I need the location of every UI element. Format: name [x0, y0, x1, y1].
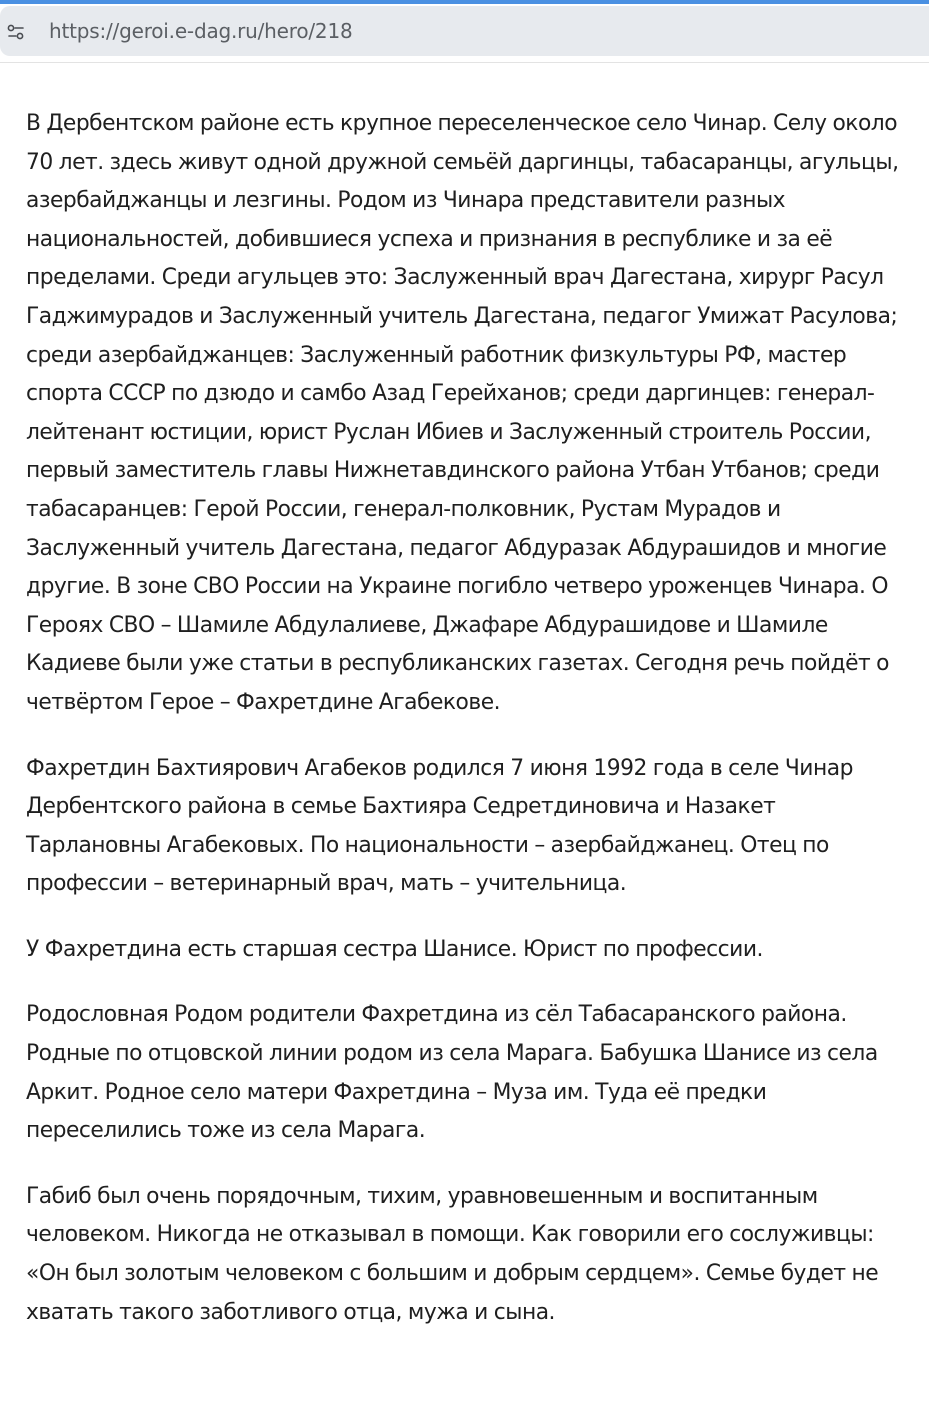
window-top-accent	[0, 0, 929, 4]
tune-icon[interactable]	[6, 22, 26, 42]
article-paragraph: Родословная Родом родители Фахретдина из сёл Табасаранского района. Родные по отцовской линии родом из села Марага. Бабушка Шанисе из села Аркит. Родное село матери Фахретдина – Муза им. Туда её предки переселились тоже из села Марага.	[26, 1002, 878, 1144]
toolbar-divider	[0, 62, 929, 63]
url-text[interactable]: https://geroi.e-dag.ru/hero/218	[49, 19, 353, 43]
address-bar[interactable]	[0, 6, 929, 56]
article-paragraph: Фахретдин Бахтиярович Агабеков родился 7 июня 1992 года в селе Чинар Дербентского района в семье Бахтияра Седретдиновича и Назакет Тарлановны Агабековых. По национальности – азербайджанец. Отец по профессии – ветеринарный врач, мать – учительница.	[26, 755, 853, 897]
article-paragraph: В Дербентском районе есть крупное переселенческое село Чинар. Селу около 70 лет. здесь живут одной дружной семьёй даргинцы, табасаранцы, агульцы, азербайджанцы и лезгины. Родом из Чинара представители разных национальностей, добившиеся успеха и признания в республике и за её пределами. Среди агульцев это: Заслуженный врач Дагестана, хирург Расул Гаджимурадов и Заслуженный учитель Дагестана, педагог Умижат Расулова; среди азербайджанцев: Заслуженный работник физкультуры РФ, мастер спорта СССР по дзюдо и самбо Азад Герейханов; среди даргинцев: генерал-лейтенант юстиции, юрист Руслан Ибиев и Заслуженный строитель России, первый заместитель главы Нижнетавдинского района Утбан Утбанов; среди табасаранцев: Герой России, генерал-полковник, Рустам Мурадов и Заслуженный учитель Дагестана, педагог Абдуразак Абдурашидов и многие другие. В зоне СВО России на Украине погибло четверо уроженцев Чинара. О Героях СВО – Шамиле Абдулалиеве, Джафаре Абдурашидове и Шамиле Кадиеве были уже статьи в республиканских газетах. Сегодня речь пойдёт о четвёртом Герое – Фахретдине Агабекове.	[26, 111, 899, 715]
article-paragraph: У Фахретдина есть старшая сестра Шанисе. Юрист по профессии.	[26, 936, 763, 962]
article-body	[26, 105, 906, 1359]
article-paragraph: Габиб был очень порядочным, тихим, уравновешенным и воспитанным человеком. Никогда не отказывал в помощи. Как говорили его сослуживцы: «Он был золотым человеком с большим и добрым сердцем». Семье будет не хватать такого заботливого отца, мужа и сына.	[26, 1183, 879, 1325]
